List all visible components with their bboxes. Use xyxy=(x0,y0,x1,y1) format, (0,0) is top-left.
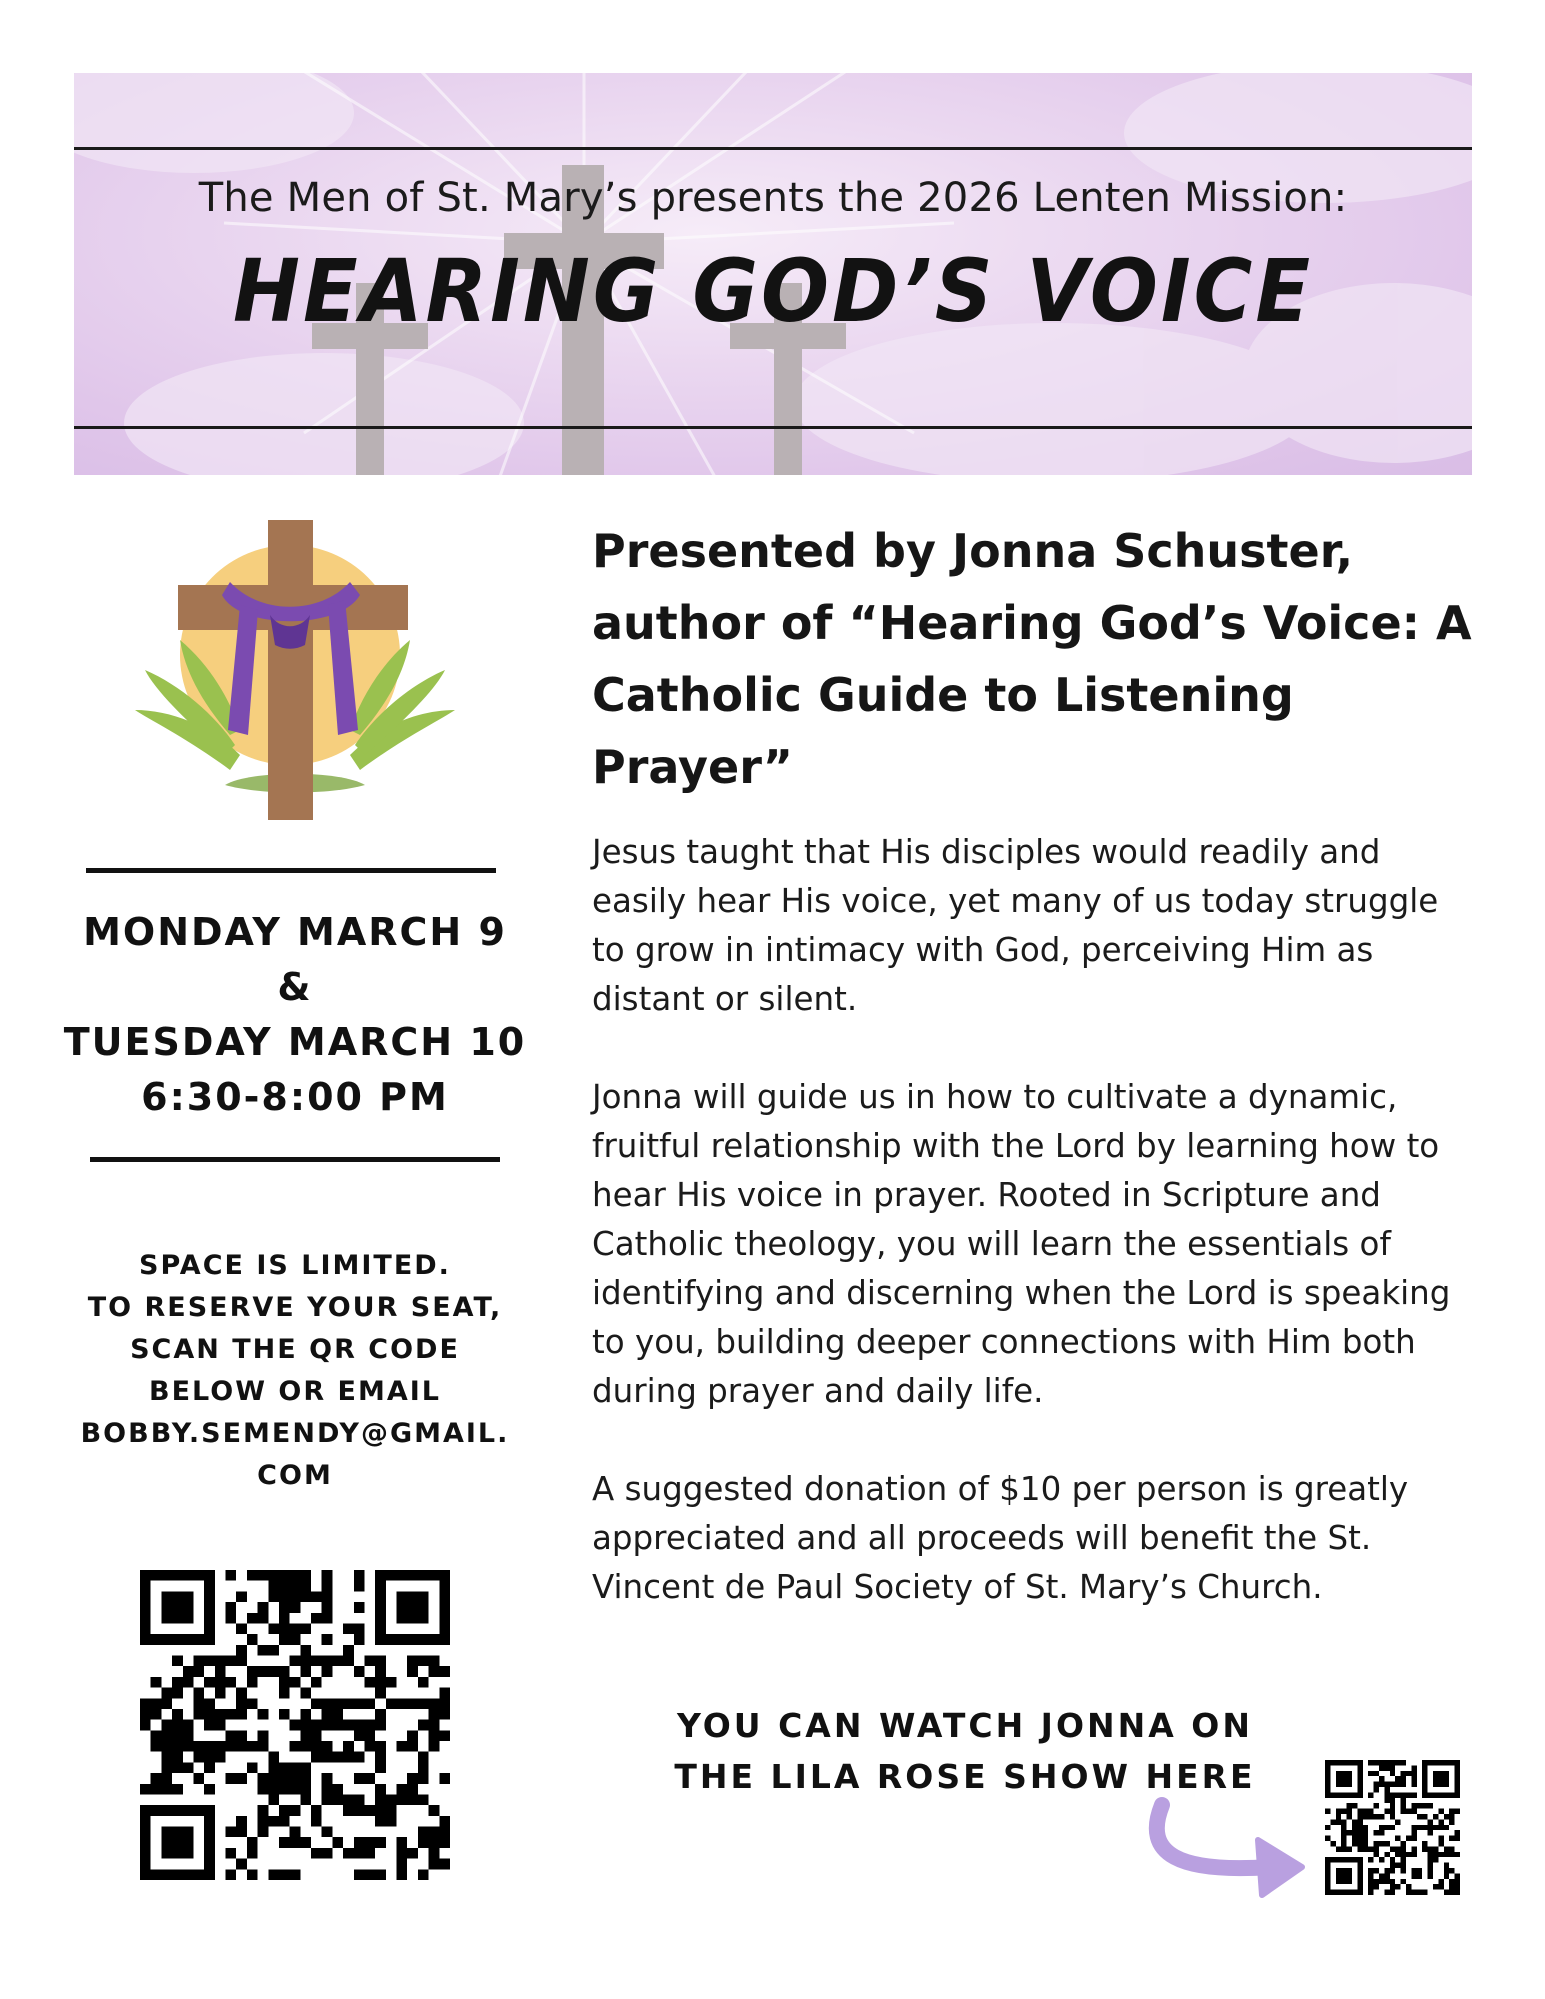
heading-line: Presented by Jonna Schuster, xyxy=(592,524,1354,578)
watch-callout xyxy=(640,1700,1290,1802)
reserve-line: SCAN THE QR CODE xyxy=(130,1334,460,1365)
watch-line: THE LILA ROSE SHOW HERE xyxy=(674,1757,1256,1796)
curved-arrow-icon xyxy=(1140,1795,1310,1905)
paragraph-line: appreciated and all proceeds will benefit the St. xyxy=(592,1519,1372,1557)
paragraph-line: to grow in intimacy with God, perceiving Him as xyxy=(592,931,1374,969)
description xyxy=(592,828,1482,1612)
heading-line: Catholic Guide to Listening xyxy=(592,668,1294,722)
paragraph-line: Jonna will guide us in how to cultivate a dynamic, xyxy=(592,1078,1398,1116)
date-line: MONDAY MARCH 9 xyxy=(83,910,507,954)
qr-code-icon[interactable] xyxy=(140,1570,450,1880)
reserve-email: COM xyxy=(257,1460,333,1491)
cross-with-purple-cloth-icon xyxy=(130,520,460,820)
divider-top xyxy=(86,868,496,873)
watch-line: YOU CAN WATCH JONNA ON xyxy=(677,1706,1253,1745)
reserve-line: SPACE IS LIMITED. xyxy=(139,1250,451,1281)
paragraph-line: A suggested donation of $10 per person is greatly xyxy=(592,1470,1409,1508)
date-line: & xyxy=(277,965,313,1009)
event-time: 6:30-8:00 PM xyxy=(141,1075,449,1119)
banner-presents: The Men of St. Mary’s presents the 2026 Lenten Mission: xyxy=(198,175,1348,221)
divider-bottom xyxy=(90,1157,500,1162)
paragraph-line: Jesus taught that His disciples would readily and xyxy=(592,833,1381,871)
event-dates xyxy=(60,905,530,1125)
banner-bottom-rule xyxy=(74,426,1472,429)
presenter-heading xyxy=(592,515,1472,803)
paragraph-line: hear His voice in prayer. Rooted in Scripture and xyxy=(592,1176,1381,1214)
page-title: HEARING GOD’S VOICE xyxy=(233,241,1313,342)
reserve-email: BOBBY.SEMENDY@GMAIL. xyxy=(80,1418,510,1449)
paragraph-line: Catholic theology, you will learn the essentials of xyxy=(592,1225,1391,1263)
heading-line: author of “Hearing God’s Voice: A xyxy=(592,596,1472,650)
reserve-line: BELOW OR EMAIL xyxy=(148,1376,441,1407)
qr-code-icon[interactable] xyxy=(1325,1760,1460,1895)
paragraph-line: to you, building deeper connections with Him both xyxy=(592,1323,1416,1361)
reserve-line: TO RESERVE YOUR SEAT, xyxy=(87,1292,503,1323)
paragraph-line: fruitful relationship with the Lord by learning how to xyxy=(592,1127,1440,1165)
banner-top-rule xyxy=(74,147,1472,150)
reservation-info xyxy=(70,1245,520,1497)
header-banner xyxy=(74,73,1472,475)
paragraph-line: easily hear His voice, yet many of us today struggle xyxy=(592,882,1439,920)
heading-line: Prayer” xyxy=(592,740,793,794)
paragraph-line: identifying and discerning when the Lord is speaking xyxy=(592,1274,1451,1312)
paragraph-line: Vincent de Paul Society of St. Mary’s Church. xyxy=(592,1568,1323,1606)
date-line: TUESDAY MARCH 10 xyxy=(63,1020,527,1064)
paragraph-line: during prayer and daily life. xyxy=(592,1372,1044,1410)
paragraph-line: distant or silent. xyxy=(592,980,858,1018)
